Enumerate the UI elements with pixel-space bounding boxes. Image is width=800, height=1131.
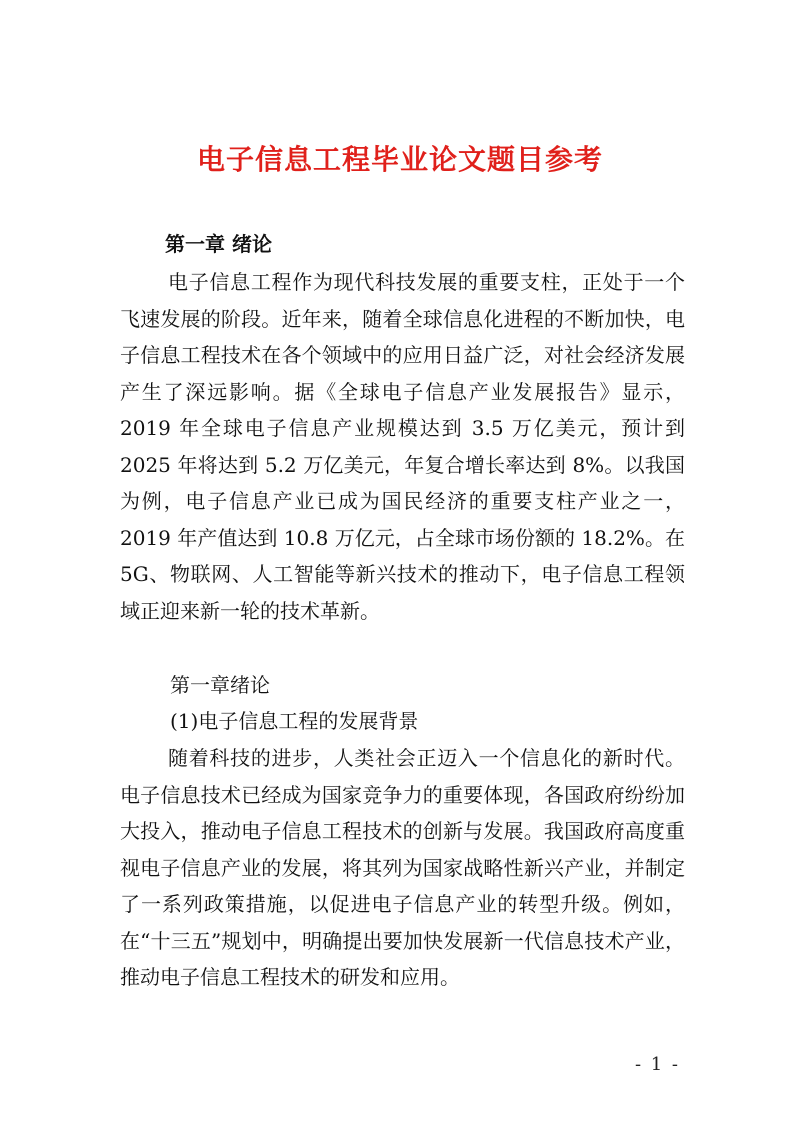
body-paragraph-1: 电子信息工程作为现代科技发展的重要支柱，正处于一个飞速发展的阶段。近年来，随着全球信息化进程的不断加快，电子信息工程技术在各个领域中的应用日益广泛，对社会经济发展产生了深远影响。据《全球电子信息产业发展报告》显示，2019 年全球电子信息产业规模达到 3.5 万亿美元，预计到 2025 年将达到 5.2 万亿美元，年复合增长率达到 8%。以我国为例，电子信息产业已成为国民经济的重要支柱产业之一，2019 年产值达到 10.8 万亿元，占全球市场份额的 18.2%。在 5G、物联网、人工智能等新兴技术的推动下，电子信息工程领域正迎来新一轮的技术革新。 xyxy=(120,270,685,623)
body-paragraph-2: 随着科技的进步，人类社会正迈入一个信息化的新时代。电子信息技术已经成为国家竞争力的重要体现，各国政府纷纷加大投入，推动电子信息工程技术的创新与发展。我国政府高度重视电子信息产业的发展，将其列为国家战略性新兴产业，并制定了一系列政策措施，以促进电子信息产业的转型升级。例如，在“十三五”规划中，明确提出要加快发展新一代信息技术产业，推动电子信息工程技术的研发和应用。 xyxy=(120,746,685,989)
section-subheading: (1)电子信息工程的发展背景 xyxy=(170,709,419,733)
document-title: 电子信息工程毕业论文题目参考 xyxy=(196,143,603,176)
page-number: - 1 - xyxy=(634,1054,680,1075)
chapter-heading: 第一章 绪论 xyxy=(165,232,272,256)
chapter-subheading: 第一章绪论 xyxy=(170,673,270,697)
